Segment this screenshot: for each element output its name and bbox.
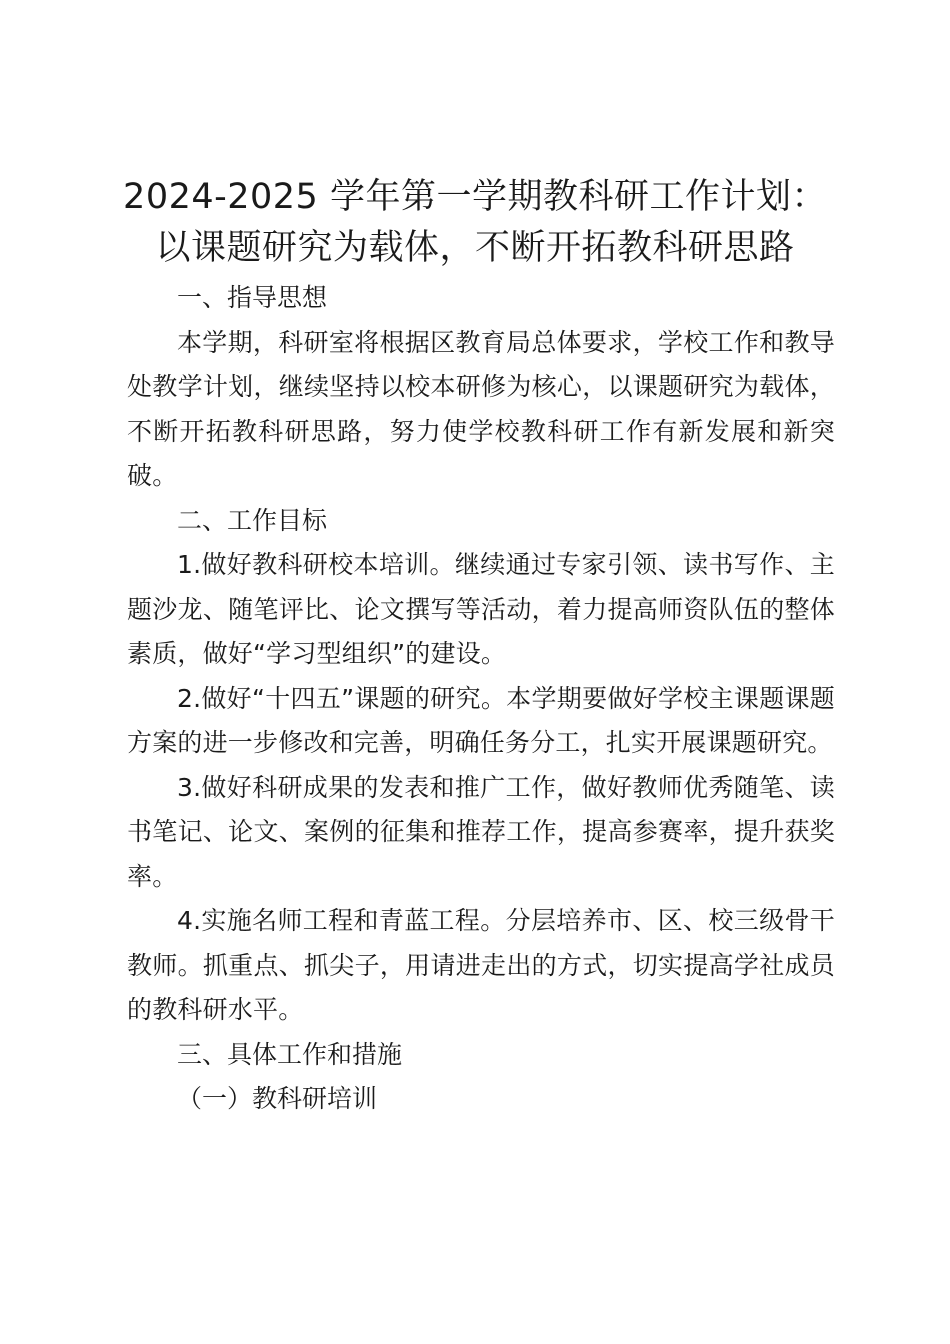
document-title-line-1: 2024-2025 学年第一学期教科研工作计划： [123,177,827,217]
subsection-heading-training: （一）教科研培训 [177,1084,378,1113]
paragraph-guiding-ideology: 本学期，科研室将根据区教育局总体要求，学校工作和教导处教学计划，继续坚持以校本研修为核心，以课题研究为载体，不断开拓教科研思路，努力使学校教科研工作有新发展和新突破。 [127,327,835,490]
paragraph-goal-1: 1.做好教科研校本培训。继续通过专家引领、读书写作、主题沙龙、随笔评比、论文撰写等活动，着力提高师资队伍的整体素质，做好“学习型组织”的建设。 [127,550,835,668]
document-title-line-2: 以课题研究为载体，不断开拓教科研思路 [155,228,795,268]
section-heading-specific-work: 三、具体工作和措施 [177,1039,403,1069]
paragraph-goal-4: 4.实施名师工程和青蓝工程。分层培养市、区、校三级骨干教师。抓重点、抓尖子，用请进走出的方式，切实提高学社成员的教科研水平。 [127,906,835,1024]
paragraph-goal-2: 2.做好“十四五”课题的研究。本学期要做好学校主课题课题方案的进一步修改和完善，明确任务分工，扎实开展课题研究。 [127,683,835,757]
paragraph-goal-3: 3.做好科研成果的发表和推广工作，做好教师优秀随笔、读书笔记、论文、案例的征集和推荐工作，提高参赛率，提升获奖率。 [127,772,835,891]
section-heading-guiding-ideology: 一、指导思想 [177,283,328,312]
document-body [127,276,835,1122]
section-heading-work-goals: 二、工作目标 [177,505,328,535]
